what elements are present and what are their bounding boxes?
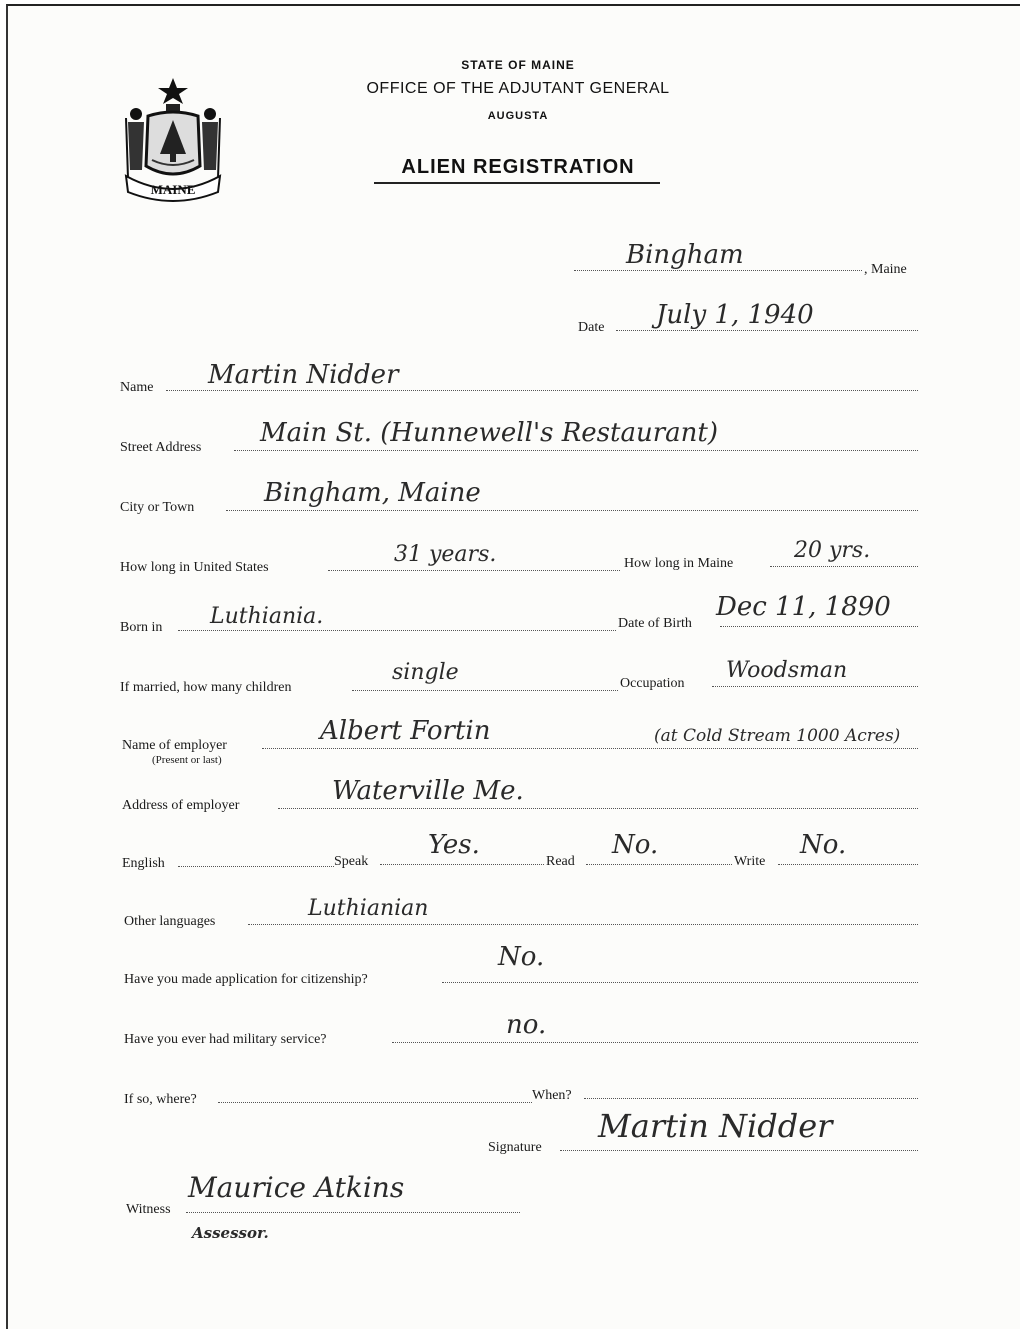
town-value: Bingham (626, 240, 744, 270)
speak-label: Speak (334, 854, 369, 869)
speak-value: Yes. (428, 830, 480, 860)
city-town-label: City or Town (120, 500, 195, 515)
other-lang-line (248, 924, 918, 925)
witness-line (186, 1212, 520, 1213)
if-so-label: If so, where? (124, 1092, 197, 1107)
signature-value: Martin Nidder (598, 1107, 833, 1145)
citizenship-line (442, 982, 918, 983)
write-label: Write (734, 854, 766, 869)
when-label: When? (532, 1088, 572, 1103)
name-label: Name (120, 380, 154, 395)
dob-line (720, 626, 918, 627)
long-us-label: How long in United States (120, 560, 269, 575)
military-label: Have you ever had military service? (124, 1032, 327, 1047)
born-in-value: Luthiania. (210, 604, 324, 629)
write-value: No. (800, 830, 847, 860)
when-line (584, 1098, 918, 1099)
svg-text:MAINE: MAINE (150, 182, 196, 197)
employer-label: Name of employer (122, 738, 227, 753)
read-label: Read (546, 854, 575, 869)
street-label: Street Address (120, 440, 202, 455)
date-label: Date (578, 320, 605, 335)
witness-title-value: Assessor. (192, 1224, 269, 1242)
date-value: July 1, 1940 (656, 300, 814, 330)
registration-form (6, 4, 1020, 1329)
citizenship-label: Have you made application for citizenship? (124, 972, 368, 987)
if-so-line (218, 1102, 532, 1103)
employer-value: Albert Fortin (320, 716, 491, 746)
married-line (352, 690, 618, 691)
children-value: single (392, 660, 459, 685)
state-heading: STATE OF MAINE (461, 58, 575, 72)
read-value: No. (612, 830, 659, 860)
long-maine-value: 20 yrs. (794, 538, 871, 563)
employer-sublabel: (Present or last) (152, 754, 222, 766)
born-in-label: Born in (120, 620, 163, 635)
other-lang-value: Luthianian (308, 896, 429, 921)
maine-label: , Maine (864, 262, 907, 277)
name-line (166, 390, 918, 391)
long-us-value: 31 years. (394, 542, 497, 567)
citizenship-value: No. (498, 942, 545, 972)
city-heading: AUGUSTA (487, 110, 549, 122)
military-value: no. (506, 1010, 547, 1040)
street-line (234, 450, 918, 451)
title-underline (374, 182, 660, 184)
dob-label: Date of Birth (618, 616, 692, 631)
date-line (616, 330, 918, 331)
occupation-value: Woodsman (726, 658, 848, 683)
maine-state-seal-icon (118, 74, 228, 204)
city-town-line (226, 510, 918, 511)
english-label: English (122, 856, 165, 871)
form-title: ALIEN REGISTRATION (401, 156, 635, 178)
write-line (778, 864, 918, 865)
married-label: If married, how many children (120, 680, 292, 695)
name-value: Martin Nidder (208, 360, 399, 390)
speak-line (380, 864, 544, 865)
employer-note-value: (at Cold Stream 1000 Acres) (654, 726, 901, 746)
office-heading: OFFICE OF THE ADJUTANT GENERAL (366, 80, 670, 97)
signature-line (560, 1150, 918, 1151)
military-line (392, 1042, 918, 1043)
read-line (586, 864, 732, 865)
occupation-line (712, 686, 918, 687)
employer-line (262, 748, 918, 749)
employer-address-label: Address of employer (122, 798, 240, 813)
witness-label: Witness (126, 1202, 171, 1217)
long-maine-line (770, 566, 918, 567)
long-maine-label: How long in Maine (624, 556, 734, 571)
employer-address-line (278, 808, 918, 809)
city-town-value: Bingham, Maine (264, 478, 481, 508)
english-line (178, 866, 334, 867)
long-us-line (328, 570, 620, 571)
signature-label: Signature (488, 1140, 542, 1155)
town-line (574, 270, 862, 271)
born-in-line (178, 630, 616, 631)
witness-value: Maurice Atkins (188, 1171, 405, 1204)
occupation-label: Occupation (620, 676, 685, 691)
dob-value: Dec 11, 1890 (716, 592, 891, 622)
employer-address-value: Waterville Me. (332, 776, 524, 806)
street-value: Main St. (Hunnewell's Restaurant) (260, 418, 718, 448)
other-lang-label: Other languages (124, 914, 216, 929)
